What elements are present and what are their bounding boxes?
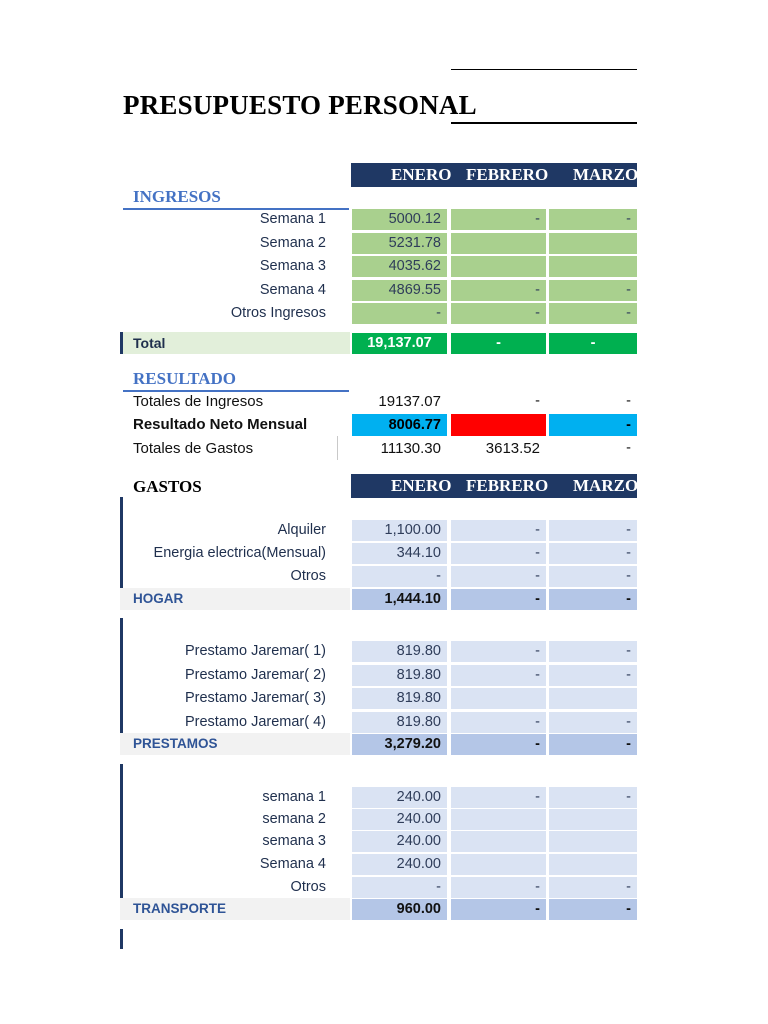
cell[interactable] (549, 854, 637, 875)
cell[interactable]: - (549, 303, 637, 324)
row-label: Totales de Gastos (133, 440, 254, 457)
cell[interactable]: - (626, 393, 631, 409)
cell[interactable]: 240.00 (352, 787, 447, 808)
cell[interactable]: - (451, 787, 546, 808)
total-cell[interactable]: 19,137.07 (352, 333, 447, 354)
cell[interactable] (451, 831, 546, 852)
cell[interactable]: - (451, 566, 546, 587)
cell[interactable]: 240.00 (352, 831, 447, 852)
section-ingresos: INGRESOS (133, 187, 221, 206)
cell[interactable]: 11130.30 (380, 440, 441, 457)
row-label: Prestamo Jaremar( 1) (184, 643, 326, 659)
category-prestamos: PRESTAMOS (133, 736, 218, 751)
month-header-gastos (351, 474, 637, 498)
row-label: Otros Ingresos (230, 305, 326, 321)
net-cell[interactable]: - (549, 414, 637, 436)
month-febrero: FEBRERO (466, 165, 549, 184)
row-label: semana 2 (262, 811, 326, 827)
subtotal-cell[interactable]: - (549, 734, 637, 755)
cell[interactable]: 5231.78 (352, 233, 447, 254)
cell[interactable]: - (451, 303, 546, 324)
cell[interactable] (451, 256, 546, 277)
subtotal-cell[interactable]: - (549, 899, 637, 920)
cell[interactable] (549, 233, 637, 254)
subtotal-cell[interactable]: 3,279.20 (352, 734, 447, 755)
row-label: Prestamo Jaremar( 4) (184, 714, 326, 730)
row-label: Alquiler (277, 522, 326, 538)
group-marker-prestamos (120, 618, 123, 734)
cell[interactable]: - (549, 665, 637, 686)
section-resultado: RESULTADO (133, 369, 236, 388)
row-label: Otros (290, 568, 326, 584)
top-rule (451, 69, 637, 70)
cell[interactable] (451, 854, 546, 875)
cell[interactable]: - (549, 712, 637, 733)
cell[interactable]: 344.10 (352, 543, 447, 564)
cell[interactable]: 240.00 (352, 854, 447, 875)
row-label: Semana 3 (259, 258, 326, 274)
cell[interactable]: - (549, 209, 637, 230)
cell[interactable]: - (549, 280, 637, 301)
row-label: Prestamo Jaremar( 2) (184, 667, 326, 683)
month-enero: ENERO (391, 165, 452, 184)
month-marzo: MARZO (573, 165, 639, 184)
row-label: Energia electrica(Mensual) (153, 545, 326, 561)
row-label: Totales de Ingresos (133, 393, 264, 410)
cell[interactable] (549, 688, 637, 709)
cell[interactable]: 19137.07 (378, 393, 441, 410)
cell[interactable]: - (352, 566, 447, 587)
category-transporte: TRANSPORTE (133, 901, 227, 916)
cell[interactable]: 819.80 (352, 665, 447, 686)
cell[interactable]: - (451, 877, 546, 898)
row-label: Prestamo Jaremar( 3) (184, 690, 326, 706)
row-label: Resultado Neto Mensual (133, 416, 308, 433)
cell[interactable]: 1,100.00 (352, 520, 447, 541)
cell[interactable]: - (451, 712, 546, 733)
row-label: Semana 2 (259, 235, 326, 251)
cell[interactable]: 4869.55 (352, 280, 447, 301)
section-gastos: GASTOS (133, 477, 202, 496)
group-marker-transporte (120, 764, 123, 898)
cell[interactable]: - (549, 566, 637, 587)
cell[interactable]: 819.80 (352, 688, 447, 709)
group-marker-hogar (120, 497, 123, 589)
group-marker-next (120, 929, 123, 949)
row-label: Semana 4 (259, 856, 326, 872)
row-label: Semana 1 (259, 211, 326, 227)
cell[interactable] (451, 233, 546, 254)
cell[interactable]: - (451, 543, 546, 564)
page-title: PRESUPUESTO PERSONAL (123, 90, 477, 120)
month-marzo: MARZO (573, 476, 639, 495)
cell[interactable]: - (451, 280, 546, 301)
cell[interactable]: 240.00 (352, 809, 447, 830)
cell[interactable]: 819.80 (352, 641, 447, 662)
cell[interactable]: 3613.52 (485, 440, 540, 457)
cell[interactable]: - (549, 543, 637, 564)
subtotal-cell[interactable]: - (451, 734, 546, 755)
subtotal-cell[interactable]: - (451, 899, 546, 920)
subtotal-cell[interactable]: 1,444.10 (352, 589, 447, 610)
cell[interactable]: - (451, 641, 546, 662)
total-row-marker (120, 332, 123, 354)
row-label: Semana 4 (259, 282, 326, 298)
row-label: semana 3 (262, 833, 326, 849)
cell[interactable] (549, 831, 637, 852)
cell[interactable]: - (626, 440, 631, 456)
subtotal-cell[interactable]: - (451, 589, 546, 610)
cell[interactable]: - (352, 877, 447, 898)
month-febrero: FEBRERO (466, 476, 549, 495)
cell[interactable]: - (549, 877, 637, 898)
cell[interactable] (451, 809, 546, 830)
cell[interactable]: 819.80 (352, 712, 447, 733)
cell[interactable]: - (451, 665, 546, 686)
category-hogar: HOGAR (133, 591, 184, 606)
cell[interactable] (549, 256, 637, 277)
subtotal-cell[interactable]: 960.00 (352, 899, 447, 920)
net-cell[interactable]: 8006.77 (352, 414, 447, 436)
row-label: Otros (290, 879, 326, 895)
cell[interactable]: - (451, 520, 546, 541)
cell[interactable]: - (549, 641, 637, 662)
cell[interactable]: 5000.12 (352, 209, 447, 230)
cell[interactable]: - (535, 393, 540, 409)
cell[interactable] (549, 809, 637, 830)
row-label: semana 1 (262, 789, 326, 805)
month-enero: ENERO (391, 476, 452, 495)
total-cell[interactable]: - (549, 333, 637, 354)
net-cell-alert[interactable] (451, 414, 546, 436)
cell[interactable] (451, 688, 546, 709)
cell[interactable]: - (549, 787, 637, 808)
total-label: Total (133, 335, 166, 351)
total-cell[interactable]: - (451, 333, 546, 354)
cell[interactable]: 4035.62 (352, 256, 447, 277)
title-rule (451, 122, 637, 124)
month-header-ingresos (351, 163, 637, 187)
cell[interactable]: - (352, 303, 447, 324)
subtotal-cell[interactable]: - (549, 589, 637, 610)
cell[interactable]: - (451, 209, 546, 230)
divider (337, 436, 338, 460)
cell[interactable]: - (549, 520, 637, 541)
